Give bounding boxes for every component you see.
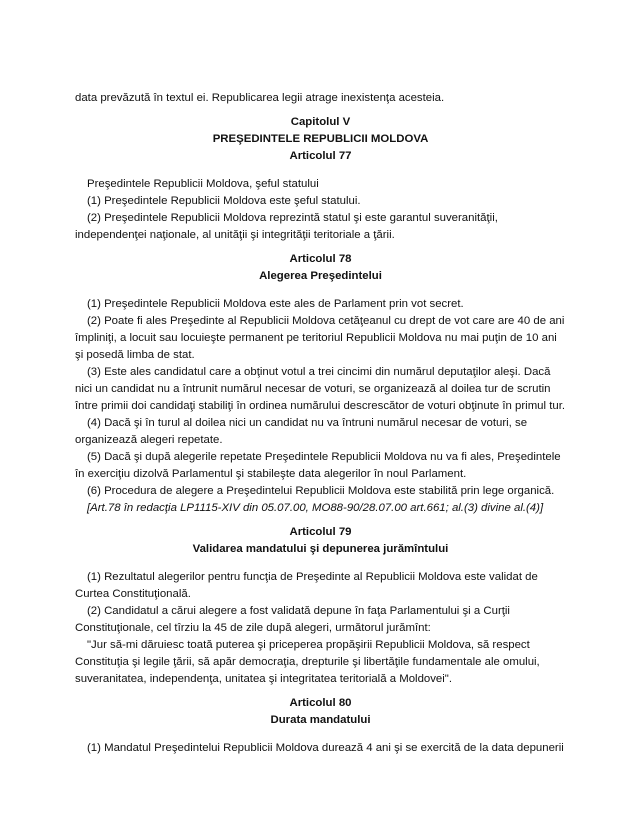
- chapter-title: PREŞEDINTELE REPUBLICII MOLDOVA: [212, 133, 429, 145]
- article-78-paragraph: (4) Dacă şi în turul al doilea nici un candidat nu va întruni numărul necesar de voturi, se organizează alegeri repetate.: [75, 417, 528, 446]
- article-79-oath: "Jur să-mi dăruiesc toată puterea şi priceperea propăşirii Republicii Moldova, să respect Constituţia şi legile ţării, să apăr democraţia, drepturile şi libertăţile fundamentale ale omului, suveranitatea, independenţa, unitatea şi integritatea teritorială a Moldovei".: [75, 639, 540, 685]
- article-77-heading: Articolul 77: [289, 150, 352, 162]
- article-78-subtitle: Alegerea Preşedintelui: [259, 270, 382, 282]
- article-79-paragraph: (1) Rezultatul alegerilor pentru funcţia de Preşedinte al Republicii Moldova este validat de Curtea Constituţională.: [75, 571, 538, 600]
- article-79-heading: Articolul 79: [289, 526, 352, 538]
- article-80-paragraph: (1) Mandatul Preşedintelui Republicii Moldova durează 4 ani şi se exercită de la data depunerii: [87, 742, 564, 754]
- article-78-paragraph: (2) Poate fi ales Preşedinte al Republicii Moldova cetăţeanul cu drept de vot care are 40 de ani împliniţi, a locuit sau locuieşte permanent pe teritoriul Republicii Moldova nu mai puţin de 10 ani şi posedă limba de stat.: [75, 315, 565, 361]
- article-78-paragraph: (5) Dacă şi după alegerile repetate Preşedintele Republicii Moldova nu va fi ales, Preşedintele în exerciţiu dizolvă Parlamentul şi stabileşte data alegerilor în noul Parlament.: [75, 451, 561, 480]
- article-80-subtitle: Durata mandatului: [270, 714, 371, 726]
- article-79-paragraph: (2) Candidatul a cărui alegere a fost validată depune în faţa Parlamentului şi a Curţii Constituţionale, cel tîrziu la 45 de zile după alegeri, următorul jurămînt:: [75, 605, 510, 634]
- article-80-heading: Articolul 80: [289, 697, 352, 709]
- article-78-paragraph: (3) Este ales candidatul care a obţinut votul a trei cincimi din numărul deputaţilor aleşi. Dacă nici un candidat nu a întrunit numărul necesar de voturi, se organizează al doilea tur de scrutin între primii doi candidaţi stabiliţi în ordinea numărului descrescător de voturi obţinute în primul tur.: [75, 366, 566, 412]
- article-77-paragraph: (2) Preşedintele Republicii Moldova reprezintă statul şi este garantul suveranităţii, independenţei naţionale, al unităţii şi integrităţii teritoriale a ţării.: [75, 212, 498, 241]
- article-79-subtitle: Validarea mandatului şi depunerea jurămîntului: [192, 543, 449, 555]
- article-77-paragraph: (1) Preşedintele Republicii Moldova este şeful statului.: [87, 195, 361, 207]
- article-78-amendment-note: [Art.78 în redacţia LP1115-XIV din 05.07.00, MO88-90/28.07.00 art.661; al.(3) divine al.(4)]: [87, 502, 544, 514]
- intro-line: data prevăzută în textul ei. Republicarea legii atrage inexistenţa acesteia.: [75, 92, 445, 104]
- article-78-paragraph: (1) Preşedintele Republicii Moldova este ales de Parlament prin vot secret.: [87, 298, 464, 310]
- article-77-paragraph: Preşedintele Republicii Moldova, şeful statului: [87, 178, 319, 190]
- article-78-paragraph: (6) Procedura de alegere a Preşedintelui Republicii Moldova este stabilită prin lege organică.: [87, 485, 555, 497]
- article-78-heading: Articolul 78: [289, 253, 352, 265]
- chapter-label: Capitolul V: [290, 116, 351, 128]
